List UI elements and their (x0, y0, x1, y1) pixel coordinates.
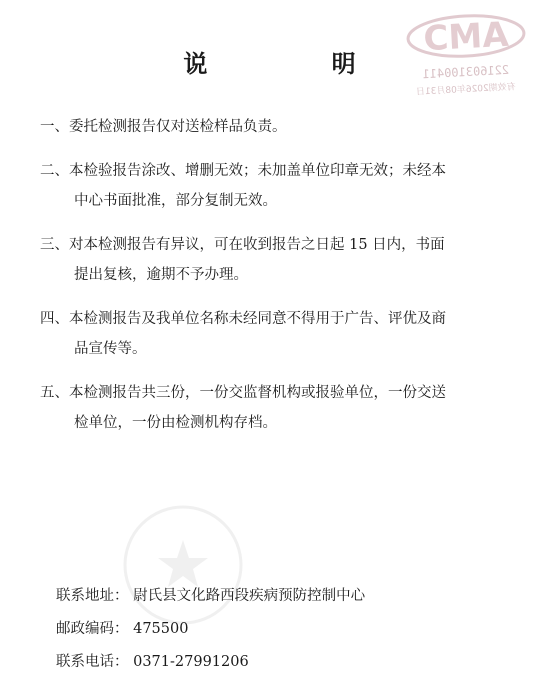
address-label: 联系地址： (56, 588, 129, 604)
address-value: 尉氏县文化路西段疾病预防控制中心 (133, 588, 366, 604)
postcode-row (56, 613, 496, 646)
note-line-continued: 检单位，一份由检测机构存档。 (74, 415, 277, 431)
phone-value: 0371-27991206 (133, 654, 249, 670)
address-row (56, 580, 496, 613)
note-line: 四、本检测报告及我单位名称未经同意不得用于广告、评优及商 (40, 311, 446, 327)
phone-label: 联系电话： (56, 654, 129, 670)
note-item-4 (40, 304, 500, 364)
note-line-continued: 中心书面批准，部分复制无效。 (74, 193, 277, 209)
note-line: 三、对本检测报告有异议，可在收到报告之日起 15 日内，书面 (40, 237, 445, 253)
postcode-value: 475500 (133, 621, 189, 637)
note-line-continued: 提出复核，逾期不予办理。 (74, 267, 248, 283)
note-line: 一、委托检测报告仅对送检样品负责。 (40, 119, 287, 135)
note-line: 五、本检测报告共三份，一份交监督机构或报验单位，一份交送 (40, 385, 446, 401)
stamp-number: 221603100411 (422, 62, 510, 82)
notes-list (40, 112, 500, 452)
note-line-continued: 品宣传等。 (74, 341, 147, 357)
note-item-3 (40, 230, 500, 290)
phone-row (56, 646, 496, 679)
note-item-5 (40, 378, 500, 438)
stamp-validity: 有效期2026年08月31日 (415, 82, 516, 98)
note-item-2 (40, 156, 500, 216)
contact-info (56, 580, 496, 679)
page-title: 说 明 (183, 50, 414, 78)
note-item-1 (40, 112, 500, 142)
postcode-label: 邮政编码： (56, 621, 129, 637)
note-line: 二、本检验报告涂改、增删无效；未加盖单位印章无效；未经本 (40, 163, 446, 179)
stamp-logo-text: CMA (422, 14, 510, 60)
